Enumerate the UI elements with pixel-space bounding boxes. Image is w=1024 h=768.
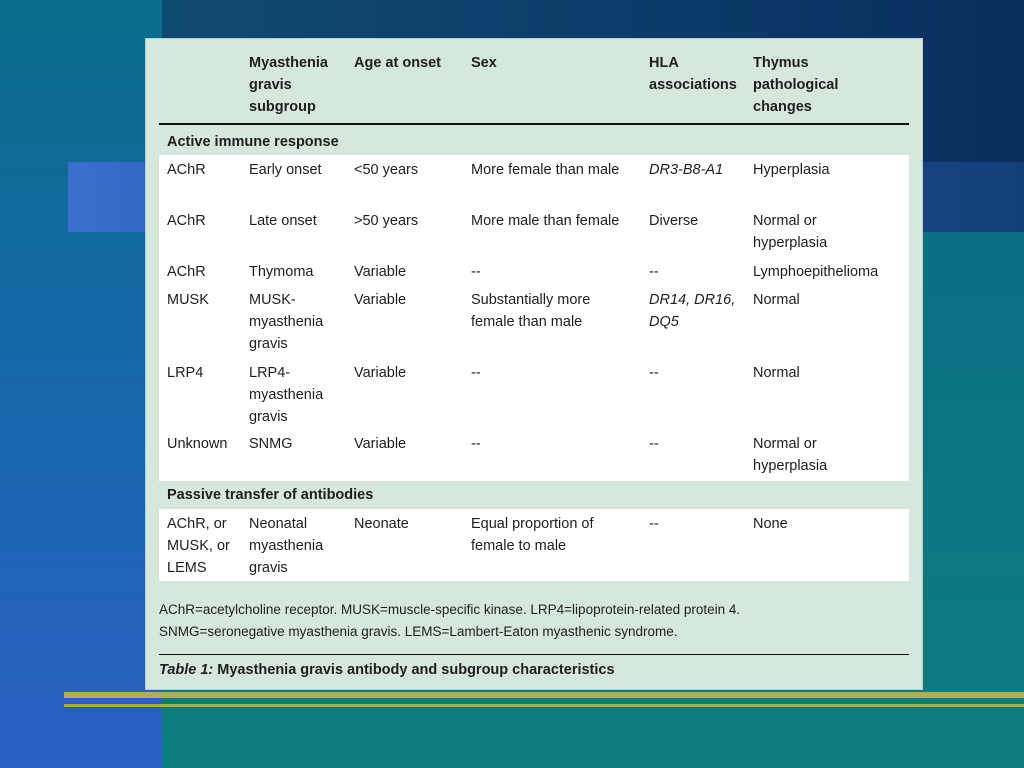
row2-hla: Diverse	[649, 213, 699, 229]
header-subgroup-line1: Myasthenia	[249, 55, 328, 71]
table-card	[145, 38, 923, 690]
decorative-rule-thick	[64, 692, 1024, 698]
section-title-passive: Passive transfer of antibodies	[167, 487, 374, 503]
header-thymus-line2: pathological	[753, 77, 839, 93]
row2-antibody: AChR	[167, 213, 206, 229]
row2-subgroup: Late onset	[249, 213, 317, 229]
row5-sex: --	[471, 365, 481, 381]
row5-antibody: LRP4	[167, 365, 204, 381]
row3-antibody: AChR	[167, 264, 206, 280]
row7-subgroup-line3: gravis	[249, 560, 288, 576]
header-subgroup-line2: gravis	[249, 77, 292, 93]
row4-hla-line1: DR14, DR16,	[649, 292, 736, 308]
header-sex: Sex	[471, 55, 497, 71]
row3-subgroup: Thymoma	[249, 264, 314, 280]
row5-hla: --	[649, 365, 659, 381]
row1-thymus: Hyperplasia	[753, 162, 830, 178]
section-title-active: Active immune response	[167, 134, 339, 150]
row6-thymus-line2: hyperplasia	[753, 458, 828, 474]
row6-hla: --	[649, 436, 659, 452]
header-subgroup-line3: subgroup	[249, 99, 316, 115]
row3-hla: --	[649, 264, 659, 280]
row5-age: Variable	[354, 365, 407, 381]
row7-age: Neonate	[354, 516, 409, 532]
row4-antibody: MUSK	[167, 292, 209, 308]
row7-antibody-line1: AChR, or	[167, 516, 227, 532]
header-rule	[159, 123, 909, 125]
row1-age: <50 years	[354, 162, 419, 178]
row3-age: Variable	[354, 264, 407, 280]
row2-thymus-line2: hyperplasia	[753, 235, 828, 251]
row1-hla: DR3-B8-A1	[649, 162, 724, 178]
row5-subgroup-line1: LRP4-	[249, 365, 291, 381]
row7-antibody-line2: MUSK, or	[167, 538, 230, 554]
row2-thymus-line1: Normal or	[753, 213, 817, 229]
row4-sex-line1: Substantially more	[471, 292, 591, 308]
row6-antibody: Unknown	[167, 436, 228, 452]
row5-subgroup-line3: gravis	[249, 409, 288, 425]
row7-thymus: None	[753, 516, 788, 532]
row7-sex-line2: female to male	[471, 538, 567, 554]
footnote-line1: AChR=acetylcholine receptor. MUSK=muscle-specific kinase. LRP4=lipoprotein-related protein 4.	[159, 602, 741, 617]
row7-sex-line1: Equal proportion of	[471, 516, 594, 532]
table-caption	[159, 659, 615, 681]
row7-subgroup-line1: Neonatal	[249, 516, 308, 532]
table-caption-text: Myasthenia gravis antibody and subgroup characteristics	[213, 662, 615, 678]
row6-sex: --	[471, 436, 481, 452]
row4-hla-line2: DQ5	[649, 314, 679, 330]
row7-subgroup-line2: myasthenia	[249, 538, 324, 554]
row2-age: >50 years	[354, 213, 419, 229]
row1-antibody: AChR	[167, 162, 206, 178]
footnote-line2: SNMG=seronegative myasthenia gravis. LEMS=Lambert-Eaton myasthenic syndrome.	[159, 624, 678, 639]
row6-age: Variable	[354, 436, 407, 452]
header-hla-line1: HLA	[649, 55, 679, 71]
header-thymus-line3: changes	[753, 99, 812, 115]
decorative-rule-thin	[64, 704, 1024, 707]
row6-subgroup: SNMG	[249, 436, 293, 452]
header-thymus-line1: Thymus	[753, 55, 809, 71]
row3-sex: --	[471, 264, 481, 280]
row4-thymus: Normal	[753, 292, 800, 308]
row4-subgroup-line1: MUSK-	[249, 292, 296, 308]
row3-thymus: Lymphoepithelioma	[753, 264, 879, 280]
row1-subgroup: Early onset	[249, 162, 322, 178]
row5-thymus: Normal	[753, 365, 800, 381]
caption-rule	[159, 654, 909, 655]
row2-sex: More male than female	[471, 213, 620, 229]
row4-age: Variable	[354, 292, 407, 308]
table-caption-label: Table 1:	[159, 662, 214, 678]
row7-antibody-line3: LEMS	[167, 560, 207, 576]
row7-hla: --	[649, 516, 659, 532]
row1-sex: More female than male	[471, 162, 620, 178]
header-age: Age at onset	[354, 55, 442, 71]
row4-sex-line2: female than male	[471, 314, 583, 330]
row6-thymus-line1: Normal or	[753, 436, 817, 452]
row5-subgroup-line2: myasthenia	[249, 387, 324, 403]
background-left-panel	[0, 0, 162, 768]
row4-subgroup-line3: gravis	[249, 336, 288, 352]
header-hla-line2: associations	[649, 77, 737, 93]
row4-subgroup-line2: myasthenia	[249, 314, 324, 330]
